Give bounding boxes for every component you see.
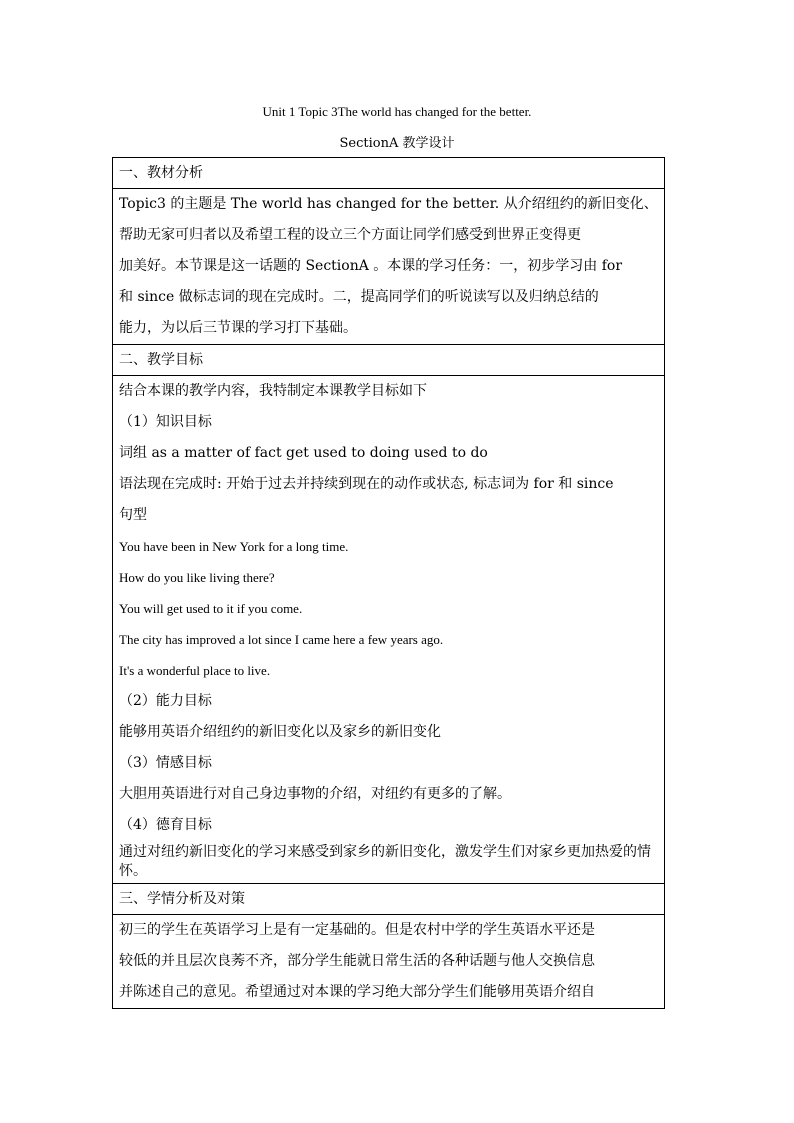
section-1-line: Topic3 的主题是 The world has changed for the better. 从介绍纽约的新旧变化、 <box>119 196 658 212</box>
knowledge-objective-heading: （1）知识目标 <box>119 414 212 430</box>
section-2-heading: 二、教学目标 <box>113 345 665 376</box>
document-title: Unit 1 Topic 3The world has changed for the better. <box>262 104 532 119</box>
section-heading-row <box>113 884 665 915</box>
section-3-heading: 三、学情分析及对策 <box>113 884 665 915</box>
section-1-line: 帮助无家可归者以及希望工程的设立三个方面让同学们感受到世界正变得更 <box>119 227 581 243</box>
sentence-pattern-heading: 句型 <box>119 507 147 523</box>
example-sentence: The city has improved a lot since I came here a few years ago. <box>119 632 444 647</box>
objectives-intro: 结合本课的教学内容，我特制定本课教学目标如下 <box>119 383 427 399</box>
lesson-plan-table <box>112 157 665 1009</box>
section-3-line: 并陈述自己的意见。希望通过对本课的学习绝大部分学生们能够用英语介绍自 <box>119 984 595 1000</box>
section-body-row <box>113 376 665 884</box>
section-2-body <box>113 376 665 884</box>
ability-objective-heading: （2）能力目标 <box>119 693 212 709</box>
section-3-body <box>113 915 665 1009</box>
example-sentence: You have been in New York for a long time. <box>119 539 349 554</box>
ability-objective-text: 能够用英语介绍纽约的新旧变化以及家乡的新旧变化 <box>119 724 441 740</box>
section-body-row <box>113 915 665 1009</box>
section-1-line: 加美好。本节课是这一话题的 SectionA 。本课的学习任务：一，初步学习由 for <box>119 258 623 274</box>
section-body-row <box>113 189 665 345</box>
document-subtitle: SectionA 教学设计 <box>339 136 455 151</box>
example-sentence: It's a wonderful place to live. <box>119 663 271 678</box>
moral-objective-text: 通过对纽约新旧变化的学习来感受到家乡的新旧变化，激发学生们对家乡更加热爱的情怀。 <box>119 844 651 879</box>
phrases-line: 词组 as a matter of fact get used to doing used to do <box>119 445 488 461</box>
section-1-line: 和 since 做标志词的现在完成时。二，提高同学们的听说读写以及归纳总结的 <box>119 289 599 305</box>
section-3-line: 较低的并且层次良莠不齐，部分学生能就日常生活的各种话题与他人交换信息 <box>119 953 595 969</box>
section-1-line: 能力，为以后三节课的学习打下基础。 <box>119 320 357 336</box>
emotion-objective-heading: （3）情感目标 <box>119 755 212 771</box>
section-1-heading: 一、教材分析 <box>113 158 665 189</box>
grammar-line: 语法现在完成时: 开始于过去并持续到现在的动作或状态, 标志词为 for 和 since <box>119 476 614 492</box>
emotion-objective-text: 大胆用英语进行对自己身边事物的介绍，对纽约有更多的了解。 <box>119 786 511 802</box>
moral-objective-heading: （4）德育目标 <box>119 817 212 833</box>
section-3-line: 初三的学生在英语学习上是有一定基础的。但是农村中学的学生英语水平还是 <box>119 922 595 938</box>
example-sentence: How do you like living there? <box>119 570 275 585</box>
section-heading-row <box>113 158 665 189</box>
section-1-body <box>113 189 665 345</box>
section-heading-row <box>113 345 665 376</box>
example-sentence: You will get used to it if you come. <box>119 601 303 616</box>
